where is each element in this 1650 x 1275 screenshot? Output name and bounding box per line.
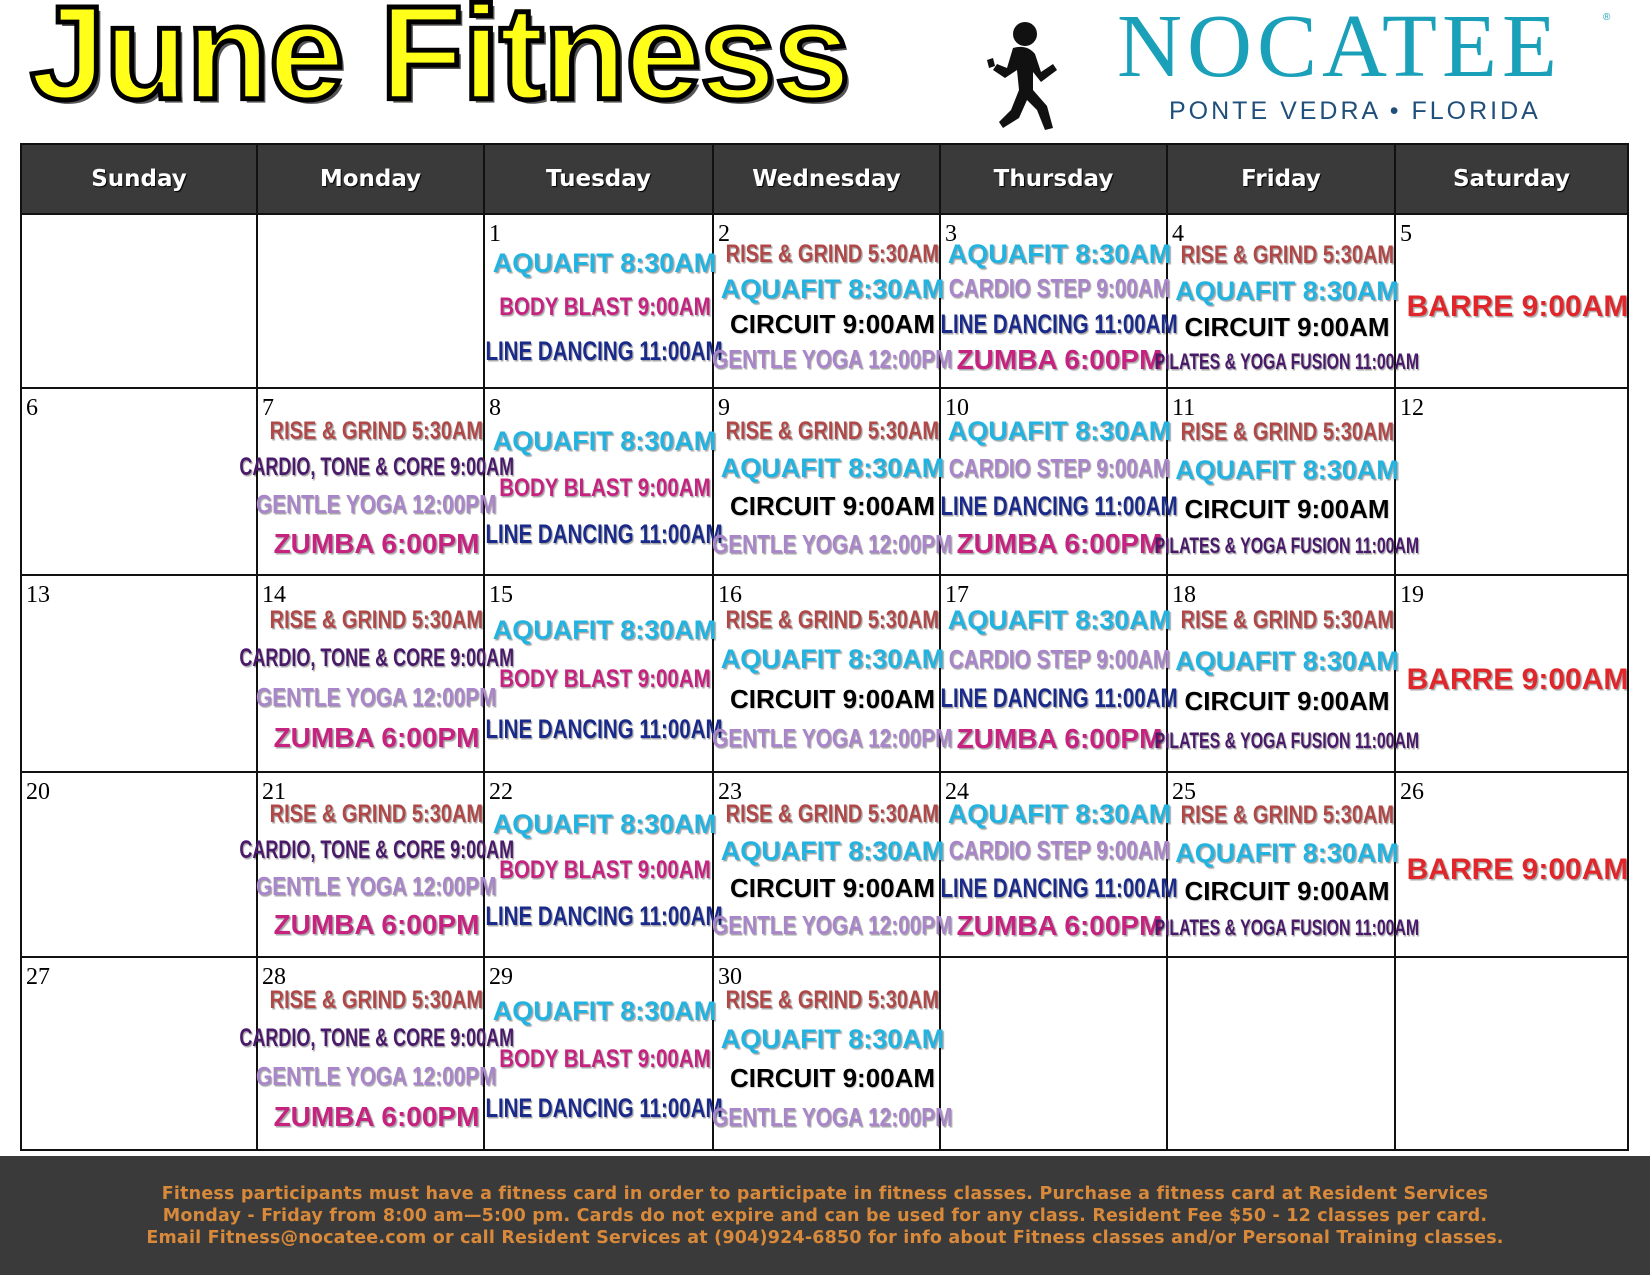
class-entry: AQUAFIT 8:30AM [947, 604, 1172, 635]
class-entry: CIRCUIT 9:00AM [1184, 686, 1390, 717]
class-entry: CARDIO STEP 9:00AM [948, 643, 1171, 674]
class-list [940, 773, 1179, 956]
day-number: 3 [945, 221, 957, 247]
fitness-calendar [20, 143, 1629, 1151]
class-entry: PILATES & YOGA FUSION 11:00AM [1154, 727, 1420, 753]
class-entry: RISE & GRIND 5:30AM [269, 605, 484, 634]
class-entry: RISE & GRIND 5:30AM [1180, 800, 1394, 829]
class-entry: CARDIO, TONE & CORE 9:00AM [239, 835, 514, 864]
week-row [21, 957, 1628, 1150]
class-list [712, 958, 953, 1149]
day-cell [1395, 575, 1628, 771]
day-header-wednesday: Wednesday [713, 144, 940, 214]
day-cell [21, 772, 257, 957]
class-entry: GENTLE YOGA 12:00PM [712, 723, 953, 754]
class-entry: CARDIO, TONE & CORE 9:00AM [239, 1024, 514, 1053]
class-entry: GENTLE YOGA 12:00PM [712, 528, 953, 559]
day-number: 15 [489, 582, 513, 609]
class-list [1396, 215, 1627, 387]
day-cell [940, 388, 1179, 575]
week-row [21, 388, 1628, 575]
class-entry: LINE DANCING 11:00AM [940, 490, 1179, 521]
class-entry: CIRCUIT 9:00AM [729, 683, 936, 714]
class-entry: BARRE 9:00AM [1406, 662, 1629, 696]
class-list [712, 389, 953, 574]
day-number: 10 [945, 395, 969, 422]
day-cell [940, 957, 1167, 1150]
day-number: 16 [718, 582, 742, 609]
day-cell [712, 388, 953, 575]
class-list [1396, 576, 1627, 770]
day-number: 7 [262, 395, 274, 422]
class-entry: ZUMBA 6:00PM [956, 343, 1163, 375]
class-entry: CARDIO, TONE & CORE 9:00AM [239, 644, 514, 673]
class-list [1396, 773, 1627, 956]
class-entry: CARDIO STEP 9:00AM [948, 452, 1171, 483]
day-header-tuesday: Tuesday [484, 144, 713, 214]
day-cell [21, 214, 257, 388]
class-entry: RISE & GRIND 5:30AM [1180, 606, 1394, 635]
class-entry: GENTLE YOGA 12:00PM [712, 344, 953, 375]
class-entry: CIRCUIT 9:00AM [1184, 311, 1390, 342]
day-number: 6 [26, 395, 38, 422]
running-boy-silhouette-icon [983, 20, 1063, 136]
class-entry: LINE DANCING 11:00AM [485, 335, 724, 366]
day-header-row [21, 144, 1628, 214]
class-entry: AQUAFIT 8:30AM [720, 644, 945, 675]
class-entry: LINE DANCING 11:00AM [940, 872, 1179, 903]
class-entry: AQUAFIT 8:30AM [720, 453, 945, 484]
class-entry: CIRCUIT 9:00AM [1184, 875, 1390, 906]
class-entry: BARRE 9:00AM [1406, 290, 1629, 324]
class-entry: ZUMBA 6:00PM [273, 722, 480, 754]
class-entry: CIRCUIT 9:00AM [729, 309, 936, 340]
class-entry: RISE & GRIND 5:30AM [725, 799, 940, 828]
day-number: 8 [489, 395, 501, 422]
day-number: 22 [489, 778, 513, 805]
class-entry: RISE & GRIND 5:30AM [725, 605, 940, 634]
class-entry: GENTLE YOGA 12:00PM [256, 871, 497, 902]
class-list [22, 576, 256, 770]
class-entry: RISE & GRIND 5:30AM [1180, 240, 1394, 269]
week-row [21, 214, 1628, 388]
day-cell [1395, 772, 1628, 957]
day-cell [484, 575, 724, 771]
class-entry: LINE DANCING 11:00AM [485, 901, 724, 932]
class-entry: GENTLE YOGA 12:00PM [256, 1061, 497, 1092]
day-number: 19 [1400, 582, 1424, 609]
class-list [940, 576, 1179, 770]
class-entry: AQUAFIT 8:30AM [1175, 455, 1399, 485]
class-list [239, 389, 514, 574]
day-number: 21 [262, 778, 286, 805]
day-cell [712, 214, 953, 388]
day-number: 18 [1172, 582, 1196, 609]
day-header-monday: Monday [257, 144, 484, 214]
brand-name: NOCATEE [1117, 0, 1562, 96]
brand-subtitle: PONTE VEDRA • FLORIDA [1169, 97, 1541, 125]
class-entry: CIRCUIT 9:00AM [729, 491, 936, 522]
class-entry: CIRCUIT 9:00AM [729, 873, 936, 904]
class-list [1396, 389, 1627, 574]
day-number: 1 [489, 221, 501, 247]
day-cell [21, 388, 257, 575]
class-entry: LINE DANCING 11:00AM [940, 308, 1179, 339]
class-entry: GENTLE YOGA 12:00PM [712, 910, 953, 941]
class-entry: RISE & GRIND 5:30AM [725, 986, 940, 1015]
footer-line: Fitness participants must have a fitness card in order to participate in fitness classes. Purchase a fitness card at Resident Services [161, 1183, 1489, 1204]
day-number: 29 [489, 963, 513, 990]
day-number: 23 [718, 778, 742, 805]
class-entry: CARDIO STEP 9:00AM [948, 273, 1171, 304]
class-entry: RISE & GRIND 5:30AM [269, 416, 484, 445]
class-entry: RISE & GRIND 5:30AM [1180, 417, 1394, 446]
day-number: 14 [262, 582, 286, 609]
class-entry: CIRCUIT 9:00AM [729, 1063, 936, 1094]
class-entry: BODY BLAST 9:00AM [498, 473, 711, 502]
class-entry: LINE DANCING 11:00AM [485, 1092, 724, 1123]
day-cell [1395, 214, 1628, 388]
class-entry: LINE DANCING 11:00AM [940, 683, 1179, 714]
class-entry: AQUAFIT 8:30AM [947, 798, 1172, 829]
class-entry: GENTLE YOGA 12:00PM [256, 681, 497, 712]
class-entry: AQUAFIT 8:30AM [492, 995, 717, 1026]
class-entry: AQUAFIT 8:30AM [720, 273, 945, 304]
class-entry: BODY BLAST 9:00AM [498, 293, 711, 322]
day-number: 9 [718, 395, 730, 422]
class-entry: CARDIO STEP 9:00AM [948, 835, 1171, 866]
day-cell [21, 575, 257, 771]
day-number: 25 [1172, 778, 1196, 805]
day-number: 20 [26, 778, 50, 805]
class-list [22, 958, 256, 1149]
day-cell [484, 957, 724, 1150]
class-list [485, 389, 724, 574]
class-entry: PILATES & YOGA FUSION 11:00AM [1154, 348, 1420, 374]
class-entry: RISE & GRIND 5:30AM [725, 239, 940, 268]
class-list [940, 215, 1179, 387]
footer-line: Email Fitness@nocatee.com or call Resident Services at (904)924-6850 for info about Fitness classes and/or Personal Training classes. [146, 1227, 1504, 1248]
footer-notice [0, 1156, 1650, 1275]
day-cell [484, 214, 724, 388]
class-list [258, 215, 483, 387]
week-row [21, 772, 1628, 957]
calendar-body [21, 214, 1628, 1150]
registered-mark: ® [1603, 12, 1611, 23]
day-number: 27 [26, 963, 50, 990]
class-list [485, 773, 724, 956]
class-entry: AQUAFIT 8:30AM [492, 248, 717, 279]
class-entry: AQUAFIT 8:30AM [1175, 645, 1399, 676]
day-header-thursday: Thursday [940, 144, 1167, 214]
class-entry: PILATES & YOGA FUSION 11:00AM [1154, 914, 1420, 940]
class-list [485, 215, 724, 387]
day-cell [257, 214, 484, 388]
day-header-friday: Friday [1167, 144, 1395, 214]
class-entry: AQUAFIT 8:30AM [720, 835, 945, 866]
class-entry: AQUAFIT 8:30AM [1175, 275, 1399, 306]
class-entry: PILATES & YOGA FUSION 11:00AM [1154, 533, 1420, 559]
day-cell [712, 772, 953, 957]
day-number: 2 [718, 221, 730, 247]
class-list [941, 958, 1166, 1149]
nocatee-logo [1105, 2, 1625, 132]
day-cell [21, 957, 257, 1150]
day-number: 26 [1400, 778, 1424, 805]
class-entry: BODY BLAST 9:00AM [498, 665, 711, 694]
class-entry: ZUMBA 6:00PM [273, 527, 480, 559]
class-entry: ZUMBA 6:00PM [956, 722, 1163, 754]
class-list [940, 389, 1179, 574]
class-list [22, 215, 256, 387]
class-entry: AQUAFIT 8:30AM [492, 615, 717, 646]
class-entry: LINE DANCING 11:00AM [485, 713, 724, 744]
class-entry: CIRCUIT 9:00AM [1184, 493, 1390, 524]
class-entry: GENTLE YOGA 12:00PM [256, 488, 497, 519]
class-list [1154, 215, 1420, 387]
day-number: 17 [945, 582, 969, 609]
day-number: 30 [718, 963, 742, 990]
day-cell [239, 388, 514, 575]
day-cell [940, 575, 1179, 771]
class-list [712, 773, 953, 956]
week-row [21, 575, 1628, 771]
class-entry: BARRE 9:00AM [1406, 853, 1629, 887]
page-title: June Fitness [30, 0, 850, 128]
day-number: 11 [1172, 395, 1196, 422]
day-number: 13 [26, 582, 50, 609]
day-header-saturday: Saturday [1395, 144, 1628, 214]
class-list [485, 576, 724, 770]
day-cell [1154, 214, 1420, 388]
class-entry: AQUAFIT 8:30AM [947, 239, 1172, 269]
class-list [22, 389, 256, 574]
class-list [712, 576, 953, 770]
class-list [1168, 958, 1394, 1149]
day-number: 28 [262, 963, 286, 990]
day-number: 5 [1400, 221, 1412, 247]
class-list [485, 958, 724, 1149]
class-list [22, 773, 256, 956]
day-number: 24 [945, 778, 969, 805]
day-header-sunday: Sunday [21, 144, 257, 214]
class-entry: ZUMBA 6:00PM [273, 1100, 480, 1132]
class-entry: LINE DANCING 11:00AM [485, 519, 724, 550]
day-cell [1167, 957, 1395, 1150]
class-entry: AQUAFIT 8:30AM [1175, 837, 1399, 868]
day-cell [484, 772, 724, 957]
day-cell [940, 214, 1179, 388]
class-list [1396, 958, 1627, 1149]
class-entry: AQUAFIT 8:30AM [947, 415, 1172, 446]
class-entry: ZUMBA 6:00PM [273, 909, 480, 941]
class-entry: AQUAFIT 8:30AM [720, 1024, 945, 1055]
class-entry: AQUAFIT 8:30AM [492, 808, 717, 839]
day-cell [1395, 957, 1628, 1150]
class-entry: AQUAFIT 8:30AM [492, 425, 717, 456]
day-number: 4 [1172, 221, 1184, 247]
class-entry: ZUMBA 6:00PM [956, 910, 1163, 942]
class-entry: RISE & GRIND 5:30AM [725, 416, 940, 445]
class-entry: RISE & GRIND 5:30AM [269, 799, 484, 828]
day-number: 12 [1400, 395, 1424, 422]
day-cell [1395, 388, 1628, 575]
day-cell [712, 575, 953, 771]
class-entry: RISE & GRIND 5:30AM [269, 986, 484, 1015]
class-entry: ZUMBA 6:00PM [956, 528, 1163, 560]
class-entry: BODY BLAST 9:00AM [498, 1045, 711, 1074]
day-cell [484, 388, 724, 575]
class-entry: BODY BLAST 9:00AM [498, 856, 711, 885]
class-entry: CARDIO, TONE & CORE 9:00AM [239, 453, 514, 482]
day-cell [712, 957, 953, 1150]
footer-line: Monday - Friday from 8:00 am—5:00 pm. Cards do not expire and can be used for any class. Resident Fee $50 - 12 classes per card. [162, 1205, 1488, 1226]
class-list [712, 215, 953, 387]
class-entry: GENTLE YOGA 12:00PM [712, 1102, 953, 1133]
day-cell [940, 772, 1179, 957]
